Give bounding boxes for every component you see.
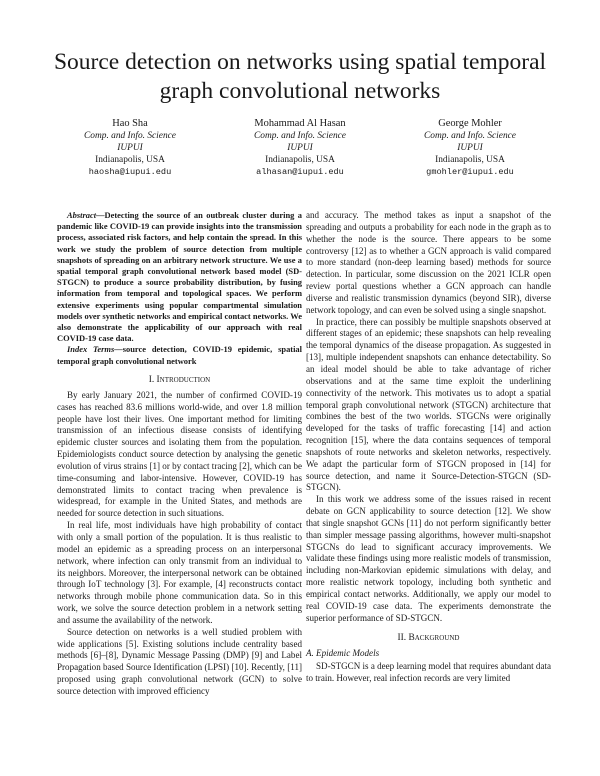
author-name: George Mohler: [438, 118, 502, 129]
author-dept: Comp. and Info. Science: [424, 131, 516, 141]
abstract: [57, 210, 302, 344]
subsection-heading-epidemic-models: A. Epidemic Models: [306, 647, 380, 658]
intro-paragraph-2: In real life, most individuals have high probability of contact with only a small portion of the population. It is thus realistic to model an epidemic as a spreading process on an interpersonal network, where infection can only transmit from an individual to its neighbors. Moreover, the interpersonal network can be obtained through IoT technology [3]. For example, [4] reconstructs contact networks through mobile phone communication data. So in this work, we solve the source detection problem in a network setting and assume the availability of the network.: [57, 520, 302, 625]
author-name: Mohammad Al Hasan: [254, 118, 346, 129]
author-org: IUPUI: [117, 143, 143, 153]
author-3: [380, 118, 560, 178]
author-email: haosha@iupui.edu: [88, 167, 172, 177]
intro-paragraph-5: In this work we address some of the issues raised in recent debate on GCN applicability to source detection [12]. We show that single snapshot GCNs [11] do not perform significantly better than simpler message passing algorithms, however multi-snapshot STGCNs do lead to significant accuracy improvements. We validate these findings using more realistic models of transmission, including non-Markovian epidemic simulations with delay, and more realistic network topology, including both synthetic and empirical contact networks. Additionally, we apply our model to real COVID-19 case data. The experiments demonstrate the superior performance of SD-STGCN.: [306, 494, 551, 623]
intro-paragraph-4: In practice, there can possibly be multiple snapshots observed at different stages of an epidemic; these snapshots can help revealing the temporal dynamics of the disease propagation. As suggested in [13], multiple independent snapshots can enhance detectability. So an ideal model should be able to take advantage of richer observations and at the same time exploit the underlining connectivity of the network. This motivates us to adopt a spatial temporal graph convolutional network (STGCN) architecture that combines the best of the two worlds. STGCNs were originally developed for the tasks of traffic forecasting [14] and action recognition [15], where the data contains sequences of temporal snapshots of route networks and skeleton networks, respectively. We adapt the particular form of STGCN proposed in [14] for source detection, and name it Source-Detection-STGCN (SD-STGCN).: [306, 316, 551, 493]
intro-paragraph-3-continued: and accuracy. The method takes as input a snapshot of the spreading and outputs a probability for each node in the graph as to whether the node is the source. There appears to be some controversy [12] as to whether a GCN approach is valid compared to more standard (non-deep learning based) methods for source detection. In particular, some discussion on the 2021 ICLR open review portal questions whether a GCN approach can handle diverse and realistic transmission dynamics (beyond SIR), diverse network topology, and can even be solved using a single snapshot.: [306, 210, 551, 315]
abstract-label: Abstract—: [67, 210, 105, 220]
author-org: IUPUI: [457, 143, 483, 153]
index-terms-label: Index Terms—: [67, 344, 123, 355]
index-terms: [57, 344, 302, 366]
author-dept: Comp. and Info. Science: [254, 131, 346, 141]
background-paragraph-1: SD-STGCN is a deep learning model that requires abundant data to train. However, real infection records are very limited: [306, 661, 551, 684]
author-email: gmohler@iupui.edu: [426, 167, 514, 177]
author-1: [40, 118, 220, 178]
author-city: Indianapolis, USA: [265, 155, 335, 165]
abstract-text: Detecting the source of an outbreak cluster during a pandemic like COVID-19 can provide insights into the transmission process, associated risk factors, and help contain the spread. In this work we study the problem of source detection from multiple snapshots of spreading on an arbitrary network structure. We use a spatial temporal graph convolutional network based model (SD-STGCN) to produce a source probability distribution, by fusing information from temporal and topological spaces. We perform extensive experiments using popular compartmental simulation models over synthetic networks and empirical contact networks. We also demonstrate the applicability of our approach with real COVID-19 case data.: [57, 210, 302, 344]
author-city: Indianapolis, USA: [435, 155, 505, 165]
author-2: [210, 118, 390, 178]
author-dept: Comp. and Info. Science: [84, 131, 176, 141]
intro-paragraph-3: Source detection on networks is a well studied problem with wide applications [5]. Existing solutions include centrality based methods [6]–[8], Dynamic Message Passing (DMP) [9] and Label Propagation based Source Identification (LPSI) [10]. Recently, [11] proposed using graph convolutional network (GCN) to solve source detection with improved efficiency: [57, 626, 302, 696]
author-name: Hao Sha: [112, 118, 148, 129]
index-terms-text: source detection, COVID-19 epidemic, spatial temporal graph convolutional network: [57, 344, 302, 366]
section-heading-background: II. Background: [397, 632, 460, 643]
paper-title: Source detection on networks using spatial temporal graph convolutional networks: [53, 49, 547, 104]
author-city: Indianapolis, USA: [95, 155, 165, 165]
left-column: [57, 210, 302, 698]
author-org: IUPUI: [287, 143, 313, 153]
author-block: [40, 118, 560, 180]
intro-paragraph-1: By early January 2021, the number of confirmed COVID-19 cases has reached 83.6 millions world-wide, and over 1.8 million people have lost their lives. One important method for limiting transmission of an infectious disease consists of identifying epidemic cluster sources and isolating them from the population. Epidemiologists conduct source detection by analysing the genetic evolution of virus strains [1] or by contact tracing [2], which can be time-consuming and labor-intensive. However, COVID-19 has demonstrated limits to contact tracing when prevalence is widespread, for example in the United States, and methods are needed for source detection in such situations.: [57, 389, 302, 519]
right-column: [306, 210, 551, 685]
section-heading-introduction: I. Introduction: [148, 374, 211, 385]
author-email: alhasan@iupui.edu: [256, 167, 344, 177]
